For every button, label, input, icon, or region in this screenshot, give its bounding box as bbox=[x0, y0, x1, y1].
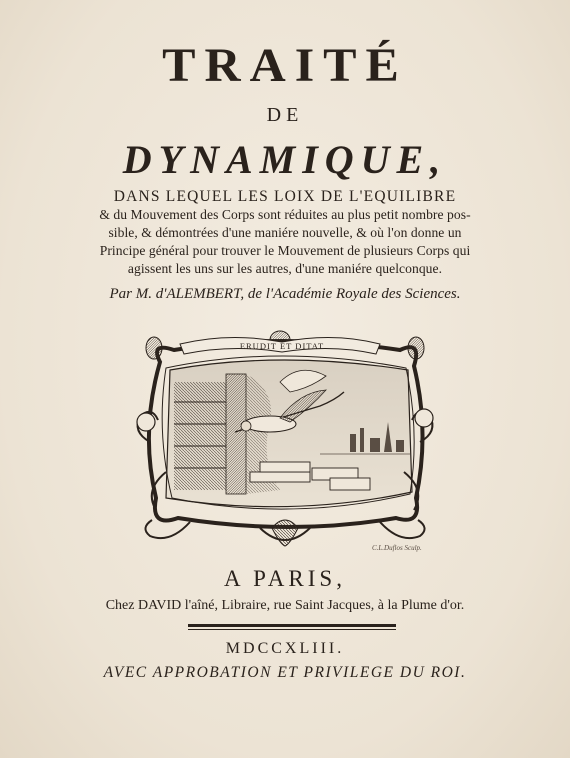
title-de: DE bbox=[266, 104, 304, 126]
imprint-date: MDCCXLIII. bbox=[225, 640, 345, 657]
subtitle-line-5: agissent les uns sur les autres, d'une maniére quelconque. bbox=[127, 261, 443, 276]
engraved-vignette bbox=[130, 322, 440, 554]
imprint-publisher: Chez DAVID l'aîné, Libraire, rue Saint Jacques, à la Plume d'or. bbox=[105, 598, 465, 613]
vignette-motto: ERUDIT ET DITAT bbox=[239, 341, 325, 351]
subtitle-line-4: Principe général pour trouver le Mouvement de plusieurs Corps qui bbox=[99, 243, 471, 258]
author-line: Par M. d'ALEMBERT, de l'Académie Royale des Sciences. bbox=[109, 286, 461, 302]
imprint-place: A PARIS, bbox=[224, 566, 346, 591]
divider-thin bbox=[188, 629, 396, 630]
title-dynamique: DYNAMIQUE, bbox=[122, 137, 448, 182]
title-traite: TRAITÉ bbox=[162, 38, 408, 92]
divider-thick bbox=[188, 624, 396, 627]
imprint-approval: AVEC APPROBATION ET PRIVILEGE DU ROI. bbox=[103, 664, 467, 681]
subtitle-line-1: DANS LEQUEL LES LOIX DE L'EQUILIBRE bbox=[113, 188, 457, 205]
engraver-signature: C.L.Duflos Sculp. bbox=[372, 544, 422, 552]
subtitle-line-3: sible, & démontrées d'une maniére nouvelle, & où l'on donne un bbox=[108, 225, 462, 240]
subtitle-line-2: & du Mouvement des Corps sont réduites au plus petit nombre pos- bbox=[99, 207, 471, 222]
